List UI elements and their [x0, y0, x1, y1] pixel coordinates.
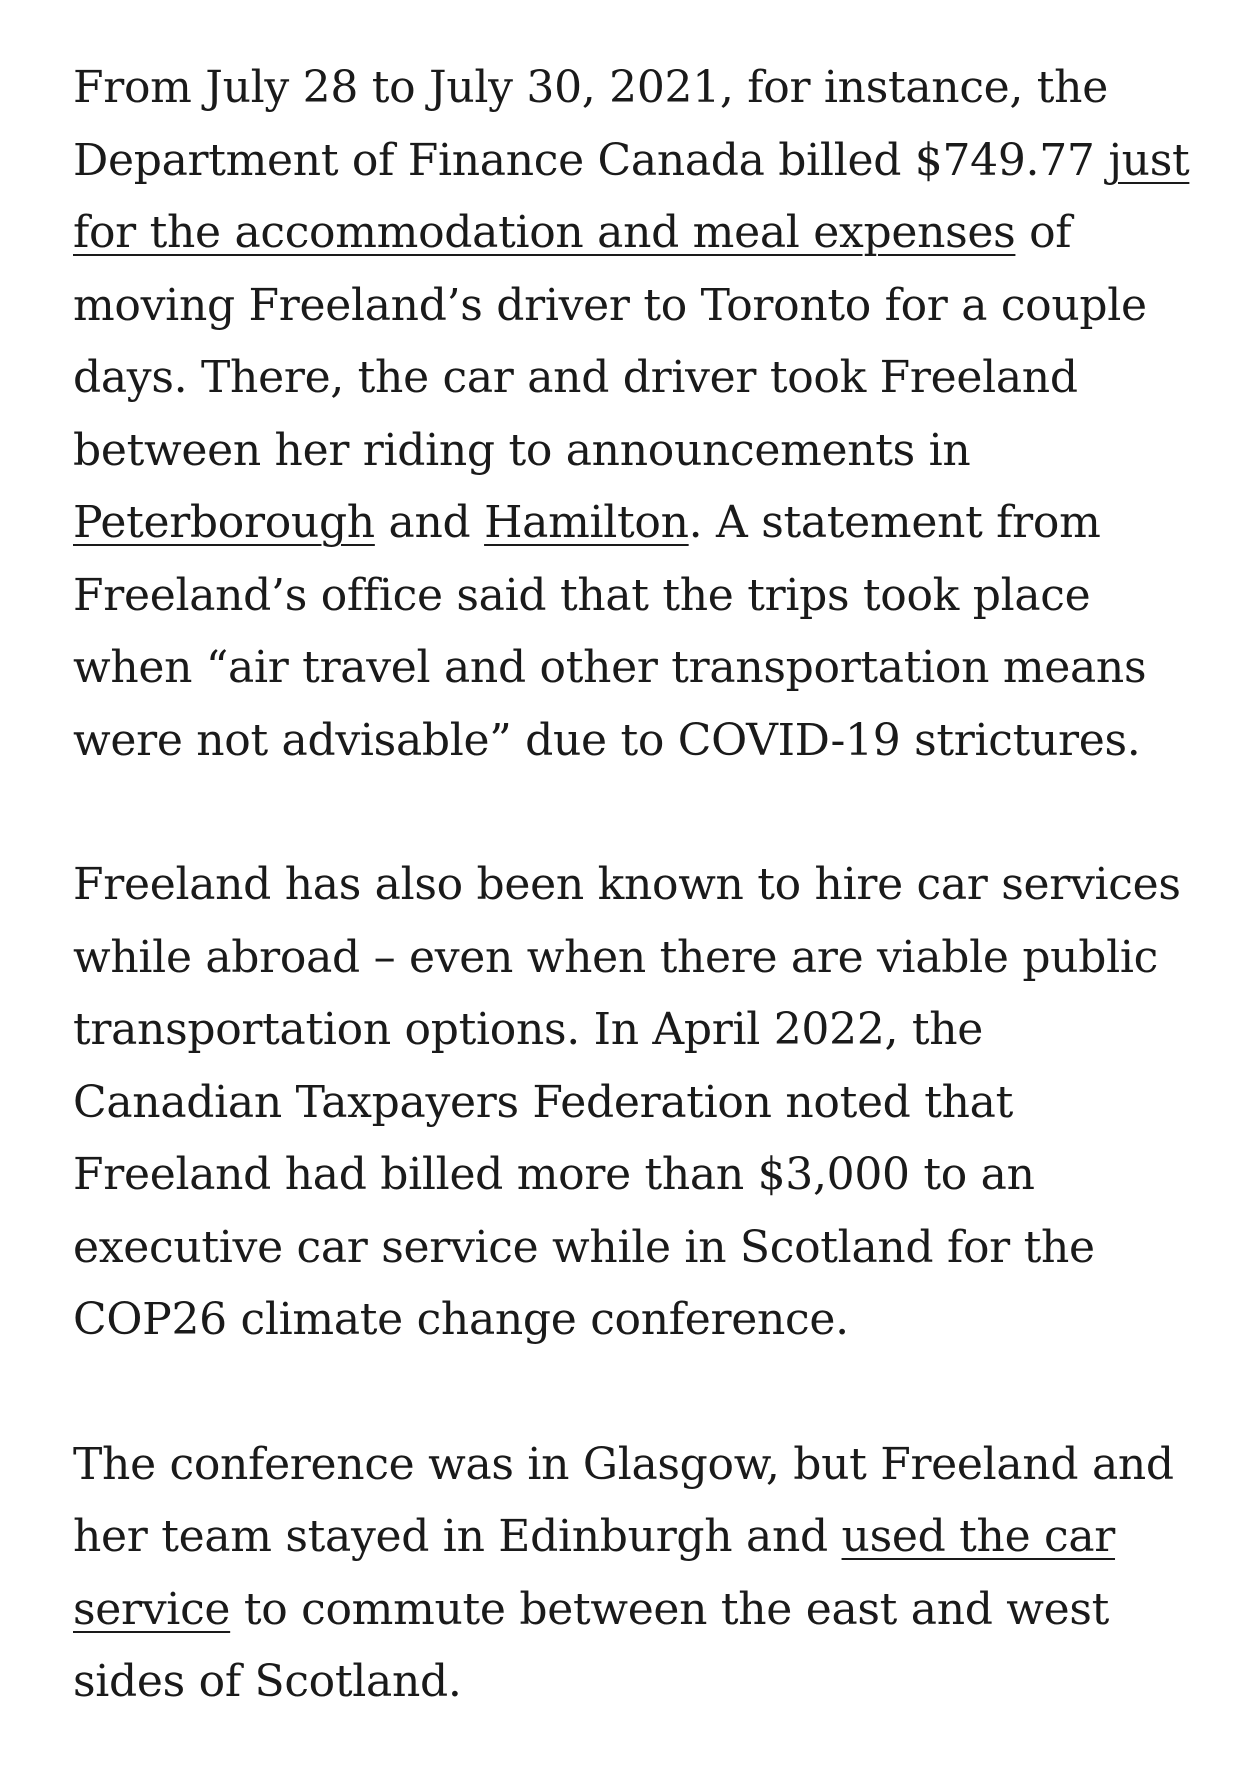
paragraph-text: From July 28 to July 30, 2021, for instance, the Department of Finance Canada billed $749.77: [73, 62, 1109, 186]
paragraph-text: of moving Freeland’s driver to Toronto for a couple days. There, the car and driver took Freeland between her riding to announcements in: [73, 207, 1147, 476]
paragraph-text: The conference was in Glasgow, but Freeland and her team stayed in Edinburgh and: [73, 1438, 1174, 1562]
link-hamilton[interactable]: Hamilton: [484, 497, 689, 548]
paragraph-driver-expenses: [73, 52, 1193, 777]
paragraph-text: to commute between the east and west sides of Scotland.: [73, 1583, 1110, 1707]
link-peterborough[interactable]: Peterborough: [73, 497, 375, 548]
paragraph-text: and: [374, 497, 485, 548]
paragraph-car-services-abroad: [73, 849, 1193, 1357]
link-accommodation-meal-expenses[interactable]: just for the accommodation and meal expenses: [73, 134, 1190, 258]
paragraph-text: Freeland has also been known to hire car services while abroad – even when there are viable public transportation options. In April 2022, the Canadian Taxpayers Federation noted that Freeland had billed more than $3,000 to an executive car service while in Scotland for the COP26 climate change conference.: [73, 859, 1181, 1345]
link-used-the-car-service[interactable]: used the car service: [73, 1511, 1116, 1635]
paragraph-glasgow-edinburgh: [73, 1429, 1193, 1719]
paragraph-text: . A statement from Freeland’s office said that the trips took place when “air travel and other transportation means were not advisable” due to COVID-19 strictures.: [73, 497, 1147, 766]
article-body: [73, 52, 1193, 1791]
